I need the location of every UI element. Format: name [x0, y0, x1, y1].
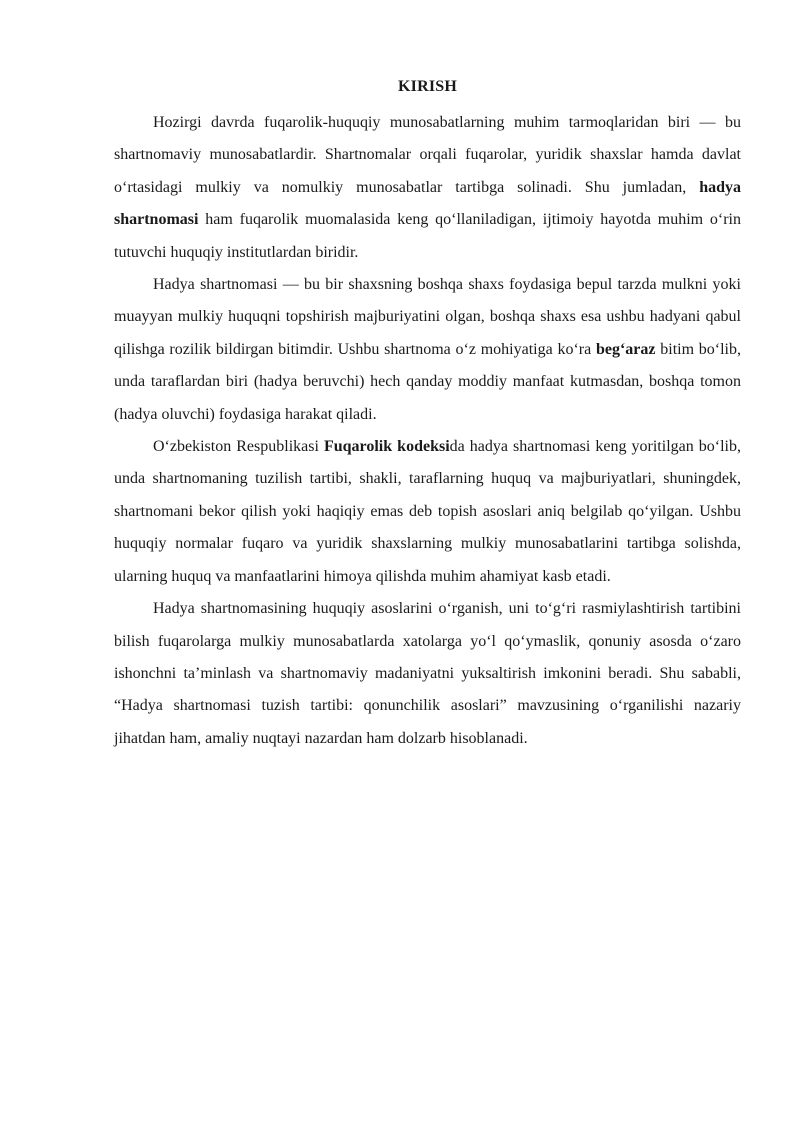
paragraph-text: da hadya shartnomasi keng yoritilgan boʻlib, unda shartnomaning tuzilish tartibi, shakli, taraflarning huquq va majburiyatlari, shuningdek, shartnomani bekor qilish yoki haqiqiy emas deb topish asoslari aniq belgilab qoʻyilgan. Ushbu huquqiy normalar fuqaro va yuridik shaxslarning mulkiy munosabatlarini tartibga solishda, ularning huquq va manfaatlarini himoya qilishda muhim ahamiyat kasb etadi.	[114, 438, 742, 585]
paragraph-text: Oʻzbekiston Respublikasi	[153, 438, 324, 456]
paragraph-text: Hadya shartnomasi — bu bir shaxsning boshqa shaxs foydasiga bepul tarzda mulkni yoki muayyan mulkiy huquqni topshirish majburiyatini olgan, boshqa shaxs esa ushbu hadyani qabul qilishga rozilik bildirgan bitimdir. Ushbu shartnoma oʻz mohiyatiga koʻra	[114, 276, 741, 358]
paragraph-2	[114, 269, 741, 431]
paragraph-text: ham fuqarolik muomalasida keng qoʻllaniladigan, ijtimoiy hayotda muhim oʻrin tutuvchi huquqiy institutlardan biridir.	[114, 211, 741, 261]
paragraph-1	[114, 107, 741, 269]
paragraph-text: bitim boʻlib, unda taraflardan biri (hadya beruvchi) hech qanday moddiy manfaat kutmasdan, boshqa tomon (hadya oluvchi) foydasiga harakat qiladi.	[114, 340, 742, 423]
bold-term-hadya-shartnomasi: hadya shartnomasi	[114, 178, 741, 229]
paragraph-4	[114, 593, 741, 755]
document-page	[114, 74, 741, 755]
paragraph-3	[114, 431, 741, 593]
paragraph-text: Hozirgi davrda fuqarolik-huquqiy munosabatlarning muhim tarmoqlaridan biri — bu shartnomaviy munosabatlardir. Shartnomalar orqali fuqarolar, yuridik shaxslar hamda davlat oʻrtasidagi mulkiy va nomulkiy munosabatlar tartibga solinadi. Shu jumladan,	[114, 114, 741, 196]
bold-term-fuqarolik-kodeksi: Fuqarolik kodeksi	[323, 438, 450, 456]
paragraph-text: Hadya shartnomasining huquqiy asoslarini oʻrganish, uni toʻgʻri rasmiylashtirish tartibini bilish fuqarolarga mulkiy munosabatlarda xatolarga yoʻl qoʻymaslik, qonuniy asosda oʻzaro ishonchni taʼminlash va shartnomaviy madaniyatni yuksaltirish imkonini beradi. Shu sababli, “Hadya shartnomasi tuzish tartibi: qonunchilik asoslari” mavzusining oʻrganilishi nazariy jihatdan ham, amaliy nuqtayi nazardan ham dolzarb hisoblanadi.	[114, 600, 741, 747]
section-title: KIRISH	[398, 78, 457, 95]
bold-term-begaraz: begʻaraz	[595, 340, 656, 358]
